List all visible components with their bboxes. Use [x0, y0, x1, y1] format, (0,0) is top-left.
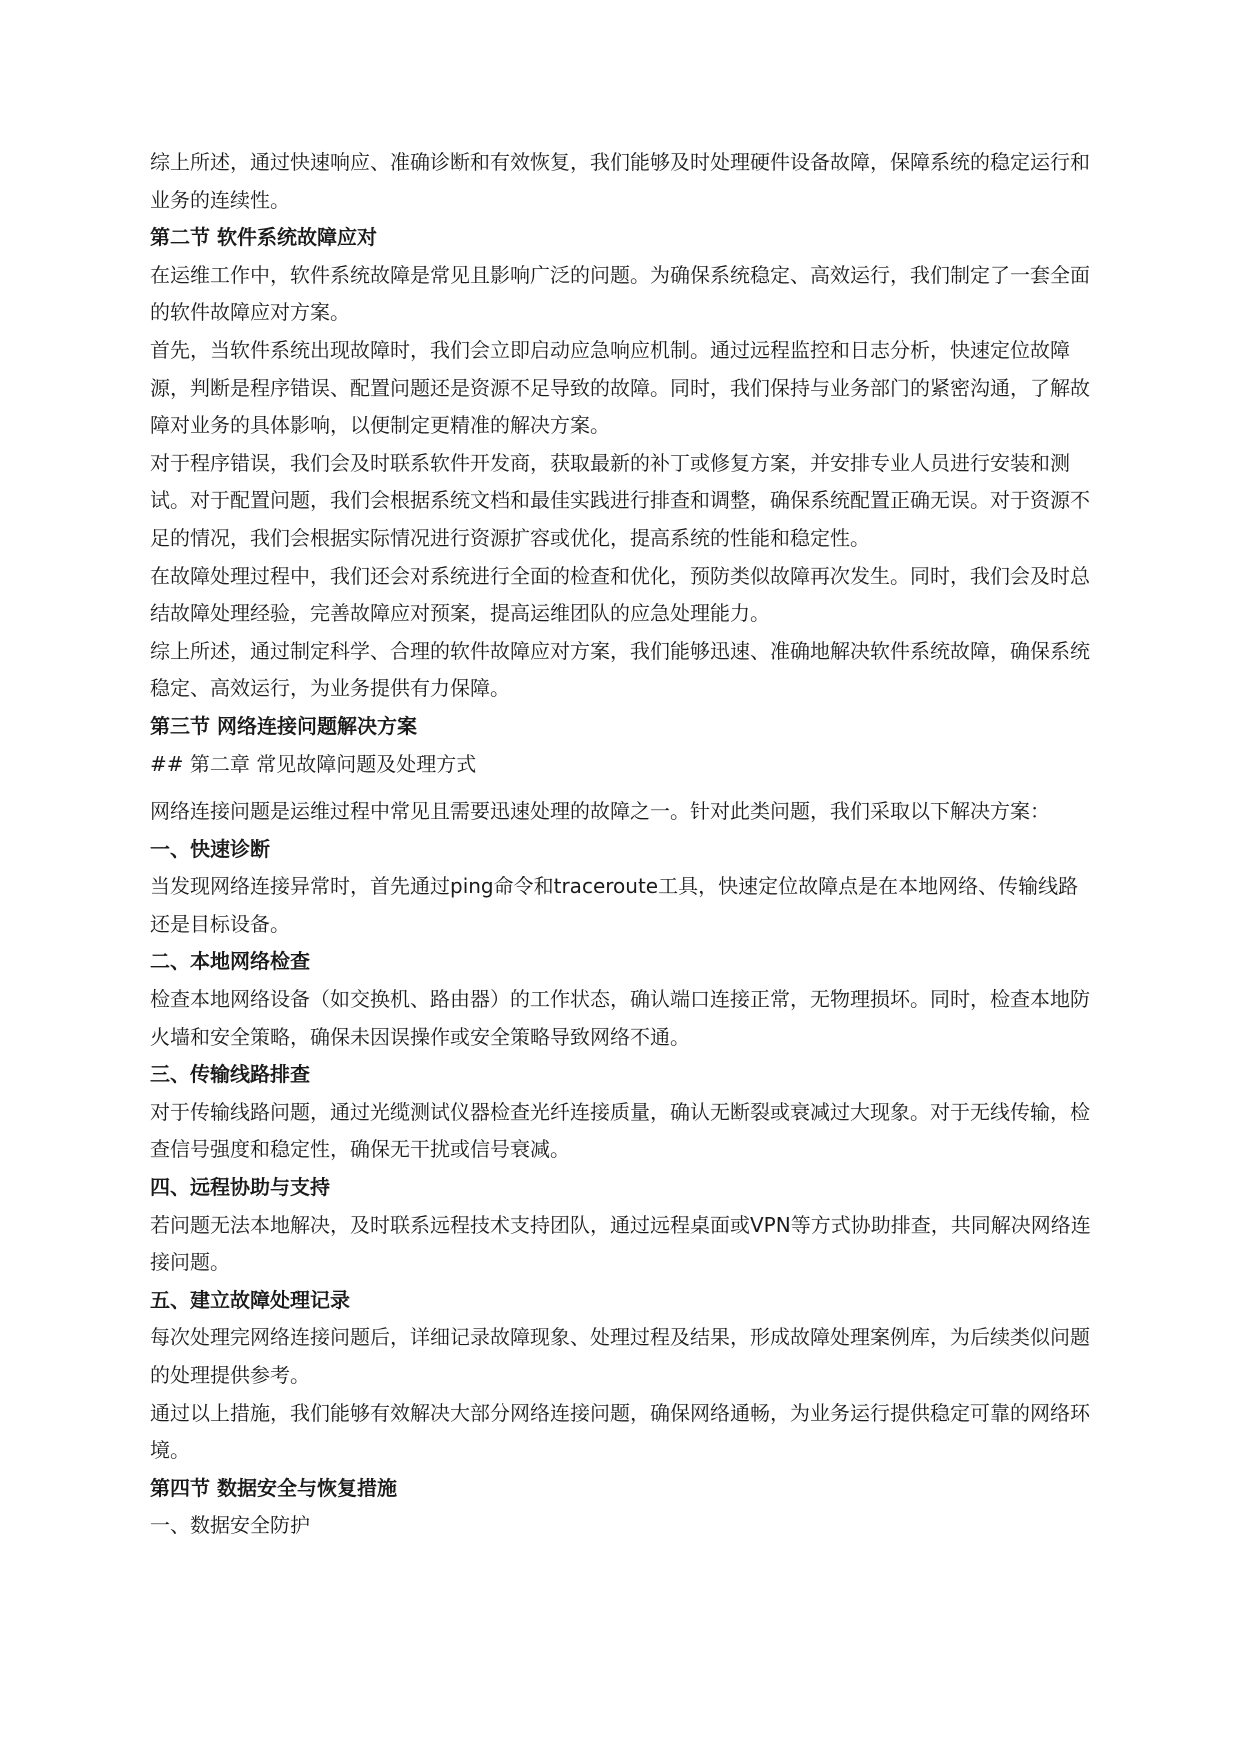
paragraph-software-handling: 对于程序错误，我们会及时联系软件开发商，获取最新的补丁或修复方案，并安排专业人员进行安装和测试。对于配置问题，我们会根据系统文档和最佳实践进行排查和调整，确保系统配置正确无误。对于资源不足的情况，我们会根据实际情况进行资源扩容或优化，提高系统的性能和稳定性。	[150, 450, 1090, 550]
paragraph-hardware-summary: 综上所述，通过快速响应、准确诊断和有效恢复，我们能够及时处理硬件设备故障，保障系统的稳定运行和业务的连续性。	[150, 150, 1090, 212]
paragraph-software-first: 首先，当软件系统出现故障时，我们会立即启动应急响应机制。通过远程监控和日志分析，快速定位故障源，判断是程序错误、配置问题还是资源不足导致的故障。同时，我们保持与业务部门的紧密沟通，了解故障对业务的具体影响，以便制定更精准的解决方案。	[150, 337, 1090, 438]
paragraph-fault-records: 每次处理完网络连接问题后，详细记录故障现象、处理过程及结果，形成故障处理案例库，为后续类似问题的处理提供参考。	[150, 1325, 1090, 1387]
section-heading-software: 第二节 软件系统故障应对	[150, 225, 377, 250]
paragraph-quick-diagnosis: 当发现网络连接异常时，首先通过ping命令和traceroute工具，快速定位故障点是在本地网络、传输线路还是目标设备。	[150, 874, 1079, 936]
paragraph-network-summary: 通过以上措施，我们能够有效解决大部分网络连接问题，确保网络通畅，为业务运行提供稳定可靠的网络环境。	[150, 1400, 1090, 1463]
subheading-quick-diagnosis: 一、快速诊断	[150, 836, 270, 861]
paragraph-software-summary: 综上所述，通过制定科学、合理的软件故障应对方案，我们能够迅速、准确地解决软件系统故障，确保系统稳定、高效运行，为业务提供有力保障。	[150, 638, 1090, 701]
subheading-remote-support: 四、远程协助与支持	[150, 1175, 330, 1200]
section-heading-data-security: 第四节 数据安全与恢复措施	[150, 1475, 397, 1500]
section-heading-network: 第三节 网络连接问题解决方案	[150, 713, 417, 738]
paragraph-data-security-item: 一、数据安全防护	[150, 1513, 310, 1538]
document-page	[150, 144, 1092, 1545]
chapter-note: ## 第二章 常见故障问题及处理方式	[150, 751, 477, 776]
subheading-fault-records: 五、建立故障处理记录	[150, 1287, 350, 1312]
subheading-local-network: 二、本地网络检查	[150, 949, 310, 974]
paragraph-remote-support: 若问题无法本地解决，及时联系远程技术支持团队，通过远程桌面或VPN等方式协助排查，共同解决网络连接问题。	[150, 1212, 1091, 1275]
paragraph-transmission-line: 对于传输线路问题，通过光缆测试仪器检查光纤连接质量，确认无断裂或衰减过大现象。对于无线传输，检查信号强度和稳定性，确保无干扰或信号衰减。	[150, 1099, 1090, 1162]
paragraph-local-network: 检查本地网络设备（如交换机、路由器）的工作状态，确认端口连接正常，无物理损坏。同时，检查本地防火墙和安全策略，确保未因误操作或安全策略导致网络不通。	[150, 987, 1090, 1049]
paragraph-software-process: 在故障处理过程中，我们还会对系统进行全面的检查和优化，预防类似故障再次发生。同时，我们会及时总结故障处理经验，完善故障应对预案，提高运维团队的应急处理能力。	[150, 563, 1090, 626]
paragraph-software-intro: 在运维工作中，软件系统故障是常见且影响广泛的问题。为确保系统稳定、高效运行，我们制定了一套全面的软件故障应对方案。	[150, 262, 1090, 325]
subheading-transmission-line: 三、传输线路排查	[150, 1062, 310, 1087]
paragraph-network-intro: 网络连接问题是运维过程中常见且需要迅速处理的故障之一。针对此类问题，我们采取以下解决方案：	[150, 799, 1050, 824]
